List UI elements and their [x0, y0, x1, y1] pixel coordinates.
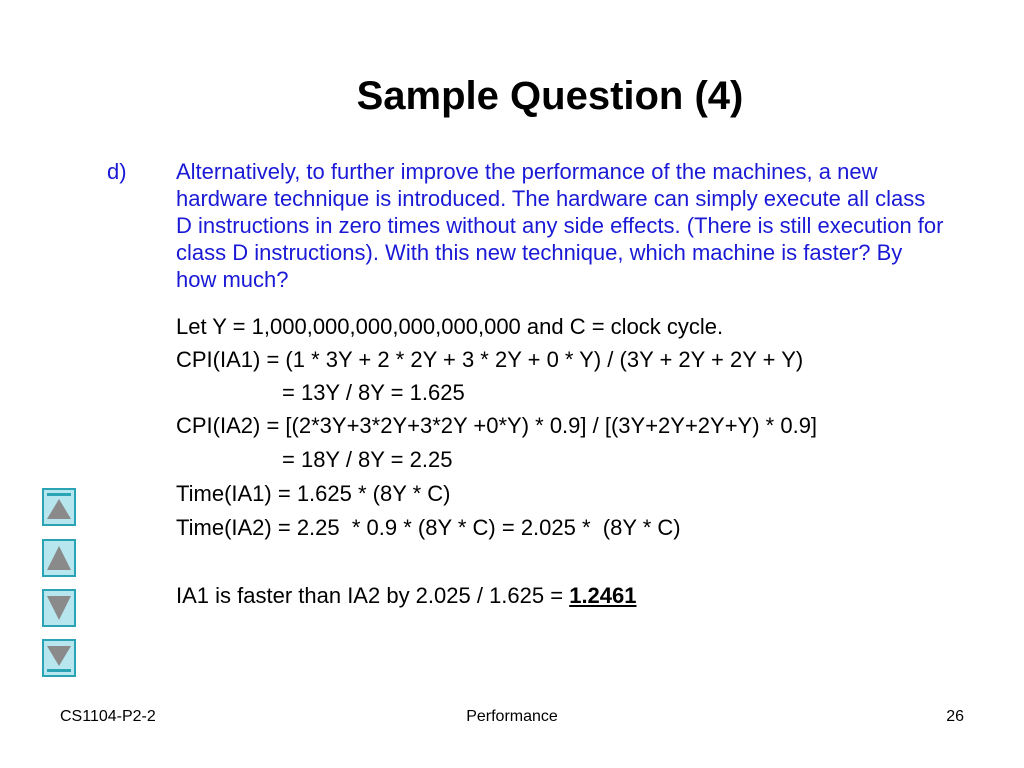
- conclusion-answer: 1.2461: [569, 583, 637, 608]
- previous-slide-icon: [44, 541, 74, 575]
- footer-course-code: CS1104-P2-2: [60, 708, 156, 725]
- work-line-time-ia1: Time(IA1) = 1.625 * (8Y * C): [176, 481, 451, 506]
- footer-page-number: 26: [946, 708, 964, 725]
- next-slide-button[interactable]: [42, 589, 76, 627]
- next-slide-icon: [44, 591, 74, 625]
- footer-topic: Performance: [466, 708, 558, 725]
- last-slide-icon: [44, 641, 74, 675]
- conclusion-line: [176, 582, 637, 609]
- first-slide-icon: [44, 490, 74, 524]
- work-line-cpi-ia1: CPI(IA1) = (1 * 3Y + 2 * 2Y + 3 * 2Y + 0 * Y) / (3Y + 2Y + 2Y + Y): [176, 347, 804, 372]
- work-line-cpi-ia2: CPI(IA2) = [(2*3Y+3*2Y+3*2Y +0*Y) * 0.9] / [(3Y+2Y+2Y+Y) * 0.9]: [176, 413, 818, 438]
- work-line-cpi-ia1-result: = 13Y / 8Y = 1.625: [282, 380, 465, 405]
- conclusion-text: IA1 is faster than IA2 by 2.025 / 1.625 =: [176, 583, 570, 608]
- slide-title: Sample Question (4): [356, 74, 744, 118]
- question-label: d): [107, 159, 127, 184]
- work-line-cpi-ia2-result: = 18Y / 8Y = 2.25: [282, 447, 453, 472]
- last-slide-button[interactable]: [42, 639, 76, 677]
- work-line-time-ia2: Time(IA2) = 2.25 * 0.9 * (8Y * C) = 2.025 * (8Y * C): [176, 515, 681, 540]
- question-text: Alternatively, to further improve the performance of the machines, a new hardware technique is introduced. The hardware can simply execute all class D instructions in zero times without any side effects. (There is still execution for class D instructions). With this new technique, which machine is faster? By how much?: [176, 159, 944, 292]
- work-line-definition: Let Y = 1,000,000,000,000,000,000 and C = clock cycle.: [176, 314, 724, 339]
- first-slide-button[interactable]: [42, 488, 76, 526]
- previous-slide-button[interactable]: [42, 539, 76, 577]
